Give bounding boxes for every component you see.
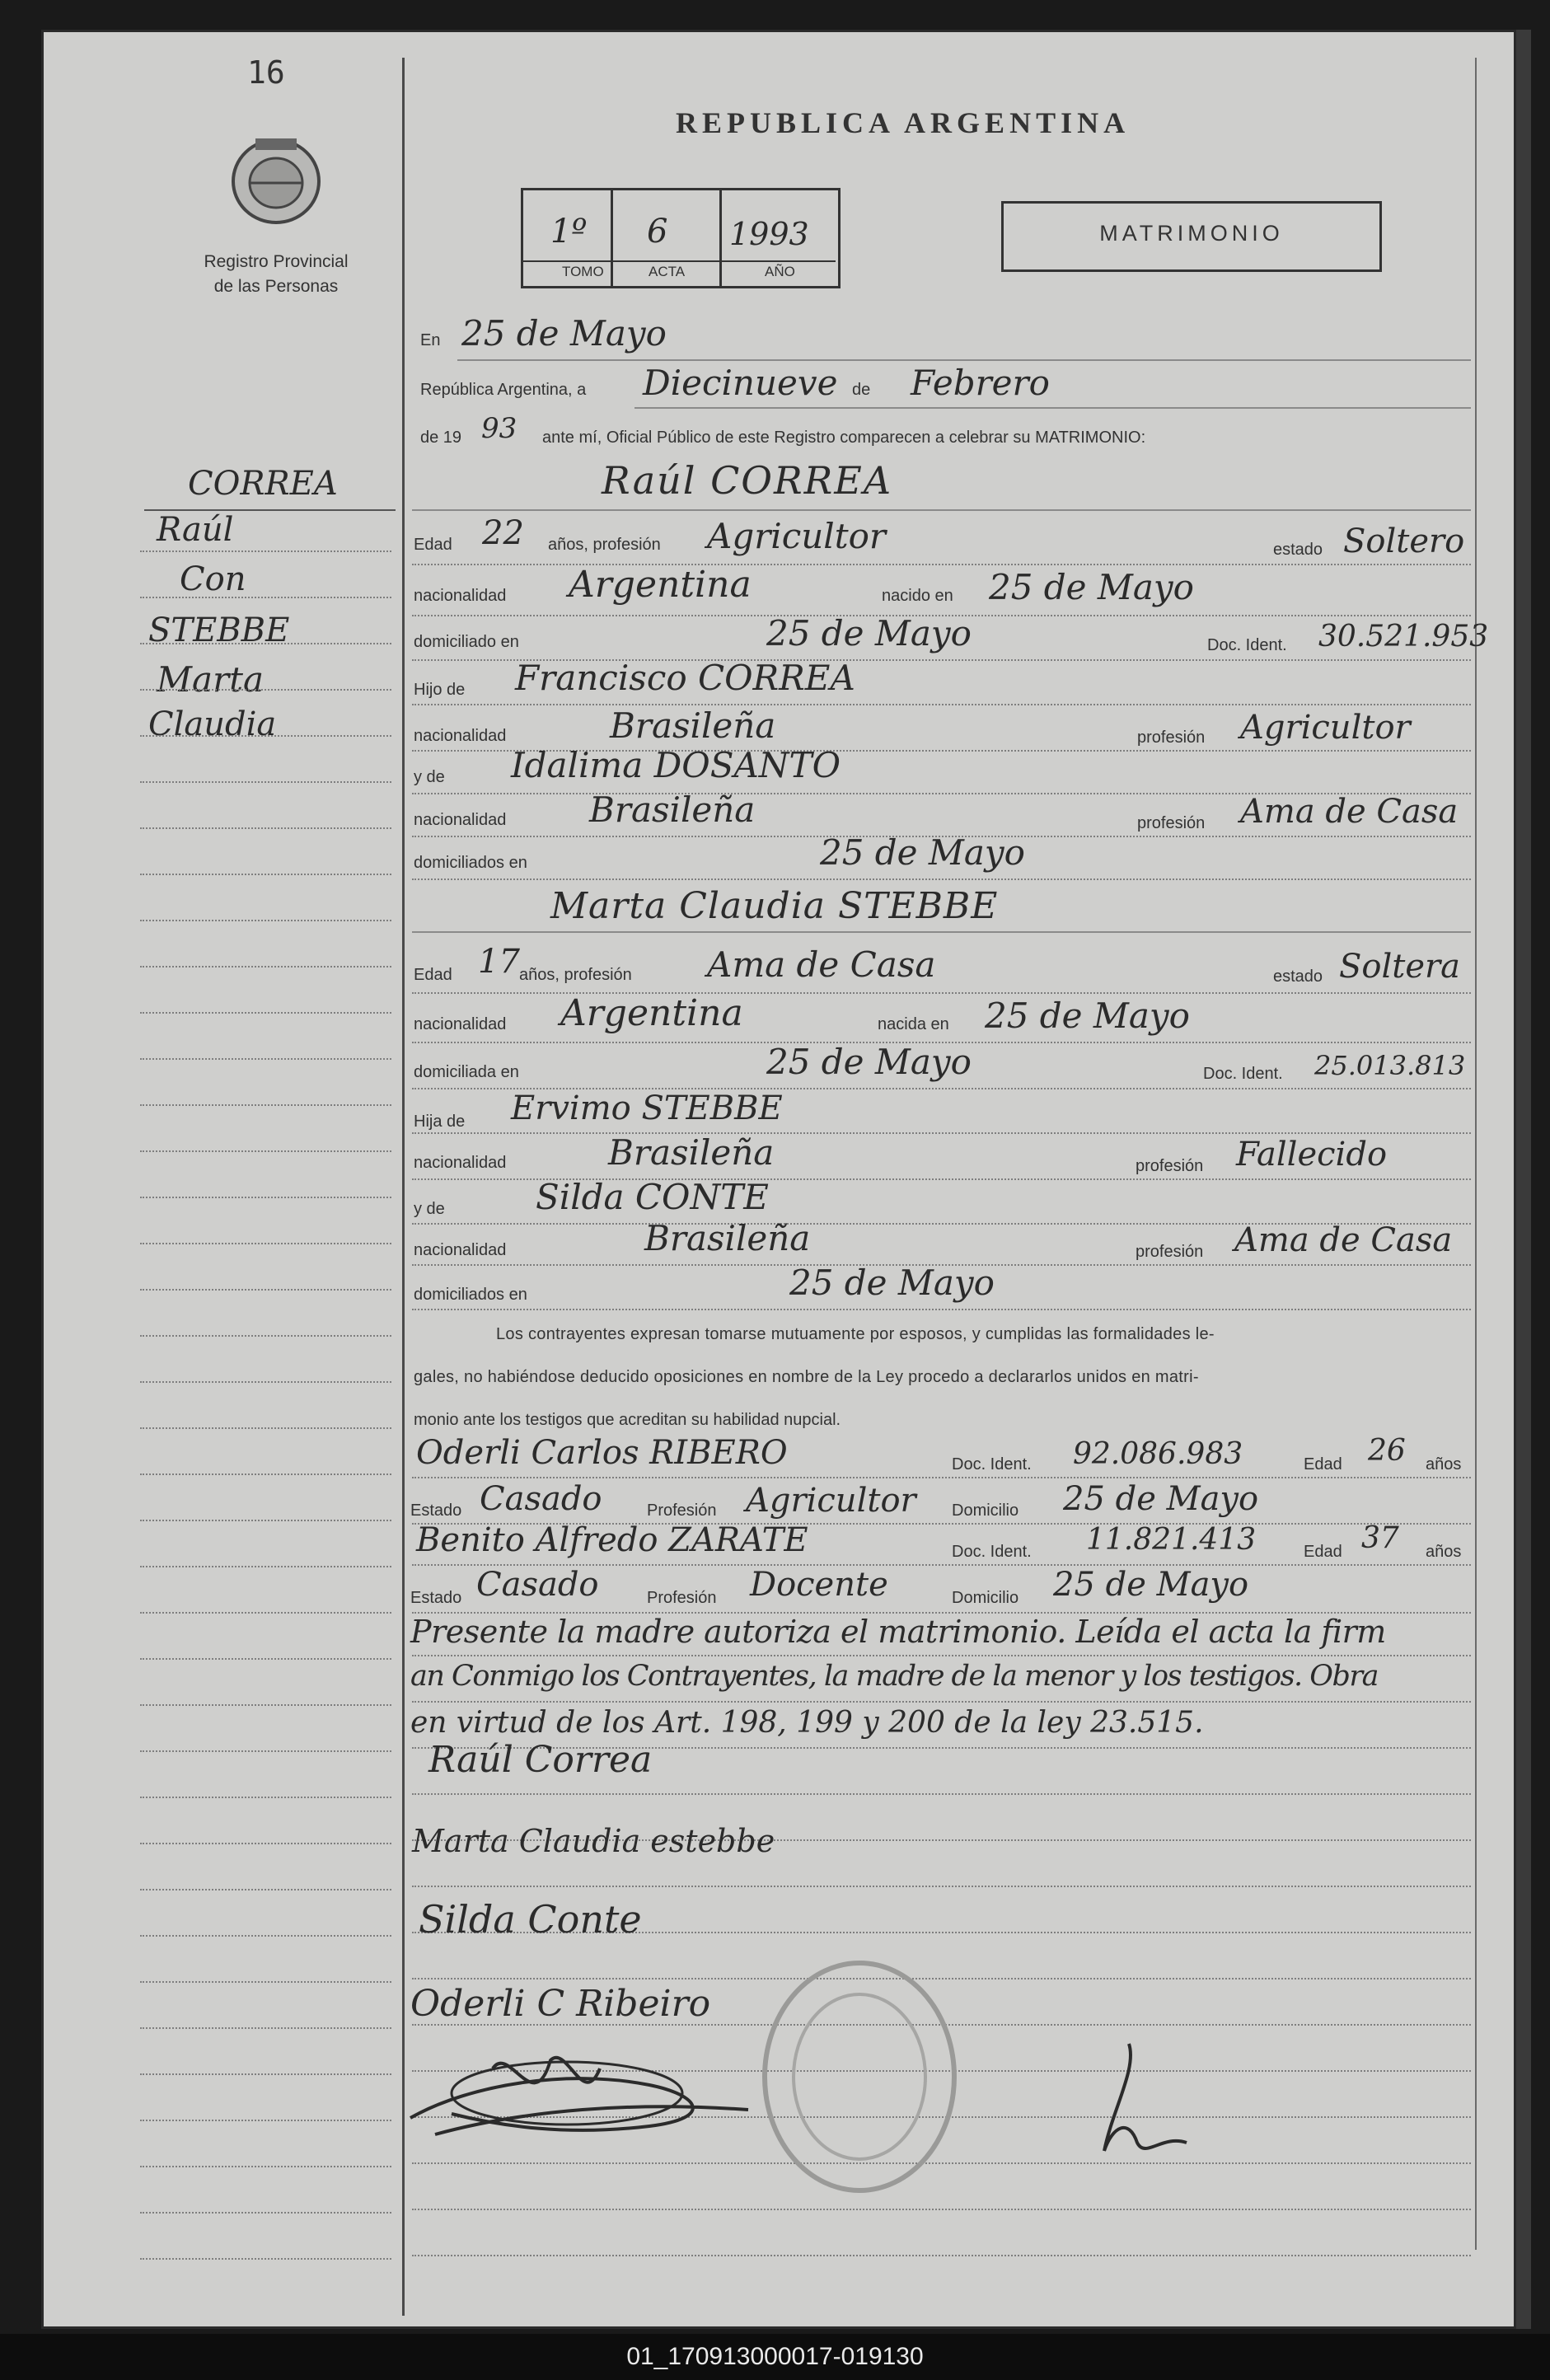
left-dotted-line — [140, 1150, 391, 1152]
witness-2-estado-label: Estado — [410, 1589, 462, 1607]
witness-1-dom-label: Domicilio — [952, 1502, 1019, 1520]
bride-doc-label: Doc. Ident. — [1203, 1065, 1283, 1083]
left-dotted-line — [140, 1658, 391, 1660]
anio-label: AÑO — [765, 264, 795, 279]
groom-padre-nac-label: nacionalidad — [414, 727, 507, 745]
de-label: de — [852, 381, 871, 399]
witness-2-edad-label: Edad — [1304, 1543, 1342, 1561]
left-dotted-line — [140, 1243, 391, 1244]
left-dotted-line — [140, 874, 391, 875]
note-line-1-rule — [412, 1655, 1471, 1656]
registry-line-2: de las Personas — [213, 277, 339, 296]
left-dotted-line — [140, 1058, 391, 1060]
registry-line-1: Registro Provincial — [204, 252, 349, 271]
bride-dom-label: domiciliada en — [414, 1063, 519, 1081]
witness-1-estado-label: Estado — [410, 1502, 462, 1520]
coat-of-arms-icon — [222, 124, 330, 231]
bride-padres-dom: 25 de Mayo — [789, 1263, 995, 1303]
signature-officer-scribble — [1079, 2036, 1211, 2167]
groom-profesion: Agricultor — [707, 516, 886, 556]
bride-name: Marta Claudia STEBBE — [550, 885, 999, 927]
witness-1-doc-label: Doc. Ident. — [952, 1455, 1032, 1473]
witness-2-domicilio: 25 de Mayo — [1053, 1566, 1249, 1604]
rep-label: República Argentina, a — [420, 381, 587, 399]
bride-edad: 17 — [478, 943, 520, 981]
groom-nacionalidad: Argentina — [569, 564, 752, 606]
bride-padre-prof-label: profesión — [1136, 1157, 1204, 1175]
signature-witness-2-scribble — [402, 2036, 765, 2151]
left-dotted-line — [140, 1427, 391, 1429]
file-caption: 01_170913000017-019130 — [0, 2334, 1550, 2380]
witness-1-prof-label: Profesión — [647, 1502, 717, 1520]
left-dotted-line — [140, 966, 391, 967]
groom-padre-nac: Brasileña — [610, 705, 776, 746]
left-dotted-line — [140, 1935, 391, 1937]
left-dotted-line — [140, 920, 391, 921]
bride-madre: Silda CONTE — [536, 1177, 769, 1217]
witness-2-estado: Casado — [476, 1566, 599, 1604]
groom-domicilio: 25 de Mayo — [766, 613, 972, 654]
witness-1-estado: Casado — [480, 1480, 602, 1518]
intro-place: 25 de Mayo — [461, 313, 667, 354]
left-dotted-line — [140, 2258, 391, 2260]
groom-doms-rule — [412, 878, 1471, 880]
witness-1-domicilio: 25 de Mayo — [1063, 1480, 1259, 1518]
page-number: 16 — [247, 54, 285, 91]
groom-anos-prof-label: años, profesión — [548, 536, 661, 554]
left-dotted-line — [140, 1289, 391, 1291]
bride-doc: 25.013.813 — [1314, 1050, 1466, 1081]
left-dotted-line — [140, 597, 391, 598]
ceremony-line-2: gales, no habiéndose deducido oposiciones en nombre de la Ley procedo a declararlos unidos en matri- — [414, 1368, 1199, 1386]
bride-nacionalidad: Argentina — [560, 992, 743, 1034]
signature-groom: Raúl Correa — [428, 1739, 653, 1781]
left-dotted-line — [140, 2166, 391, 2167]
left-dotted-line — [140, 550, 391, 552]
groom-doc-label: Doc. Ident. — [1207, 636, 1287, 654]
groom-madre-nac: Brasileña — [589, 789, 756, 830]
book-spine — [1516, 30, 1531, 2329]
bride-madre-prof: Ama de Casa — [1234, 1221, 1453, 1259]
left-dotted-line — [140, 1981, 391, 1983]
note-line-2: an Conmigo los Contrayentes, la madre de la menor y los testigos. Obra — [410, 1660, 1378, 1693]
bride-anos-prof-label: años, profesión — [519, 966, 632, 984]
note-line-3: en virtud de los Art. 198, 199 y 200 de la ley 23.515. — [410, 1706, 1204, 1740]
witness-1-edad-label: Edad — [1304, 1455, 1342, 1473]
appear-text: ante mí, Oficial Público de este Registro comparecen a celebrar su MATRIMONIO: — [542, 429, 1146, 447]
left-dotted-line — [140, 1750, 391, 1752]
intro-day: Diecinueve — [643, 363, 838, 403]
groom-doc: 30.521.953 — [1318, 620, 1489, 654]
left-dotted-line — [140, 1797, 391, 1798]
groom-nacido-label: nacido en — [882, 587, 953, 605]
witness-2-profesion: Docente — [750, 1566, 888, 1604]
left-dotted-line — [140, 2073, 391, 2075]
record-divider-2 — [719, 190, 722, 286]
groom-padres-dom: 25 de Mayo — [820, 832, 1025, 873]
de19-label: de 19 — [420, 429, 462, 447]
bride-doms-rule — [412, 1309, 1471, 1310]
left-dotted-line — [140, 1197, 391, 1198]
bride-estado-label: estado — [1273, 967, 1323, 986]
left-dotted-line — [140, 1520, 391, 1521]
groom-name: Raúl CORREA — [602, 458, 893, 503]
left-dotted-line — [140, 827, 391, 829]
left-dotted-line — [140, 1704, 391, 1706]
bride-profesion: Ama de Casa — [707, 944, 936, 985]
signature-dotted-line — [412, 2255, 1471, 2256]
left-dotted-line — [140, 2027, 391, 2029]
groom-padre: Francisco CORREA — [515, 658, 855, 698]
left-dotted-line — [140, 1012, 391, 1014]
bride-yde-label: y de — [414, 1200, 445, 1218]
groom-dom-label: domiciliado en — [414, 633, 519, 651]
bride-nac-label: nacionalidad — [414, 1015, 507, 1033]
bride-padre-prof: Fallecido — [1236, 1136, 1388, 1174]
bride-name-rule — [412, 931, 1471, 933]
tomo-label: TOMO — [562, 264, 604, 279]
note-line-2-rule — [412, 1701, 1471, 1703]
bride-padre-nac: Brasileña — [608, 1132, 775, 1173]
left-dotted-line — [140, 1381, 391, 1383]
bride-doms-label: domiciliados en — [414, 1286, 527, 1304]
ceremony-line-3: monio ante los testigos que acreditan su habilidad nupcial. — [414, 1411, 841, 1429]
intro-date-rule — [635, 407, 1471, 409]
left-column-rule — [402, 58, 405, 2316]
signature-dotted-line — [412, 1886, 1471, 1887]
record-divider-1 — [611, 190, 613, 286]
left-dotted-line — [140, 781, 391, 783]
bride-madre-prof-label: profesión — [1136, 1243, 1204, 1261]
intro-month: Febrero — [911, 363, 1050, 403]
margin-con: Con — [180, 560, 246, 598]
witness-1-edad: 26 — [1368, 1434, 1406, 1468]
groom-madre-nac-label: nacionalidad — [414, 811, 507, 829]
bride-padre-nac-label: nacionalidad — [414, 1154, 507, 1172]
left-dotted-line — [140, 1335, 391, 1337]
record-label-rule — [523, 260, 836, 262]
signature-dotted-line — [412, 1793, 1471, 1795]
acta-value: 6 — [647, 213, 668, 251]
groom-doms-label: domiciliados en — [414, 854, 527, 872]
left-dotted-line — [140, 689, 391, 691]
bride-hija-label: Hija de — [414, 1113, 466, 1131]
witness-1-anos-label: años — [1426, 1455, 1462, 1473]
groom-madre-prof: Ama de Casa — [1240, 793, 1459, 831]
official-stamp — [756, 1953, 962, 2200]
witness-2-doc-label: Doc. Ident. — [952, 1543, 1032, 1561]
document-title: REPUBLICA ARGENTINA — [676, 106, 1131, 139]
groom-nacido-en: 25 de Mayo — [989, 567, 1194, 607]
left-dotted-line — [140, 1889, 391, 1890]
groom-madre: Idalima DOSANTO — [511, 745, 841, 785]
margin-given-2a: Marta — [157, 659, 265, 700]
witness-2-edad: 37 — [1361, 1521, 1399, 1555]
margin-given-1: Raúl — [157, 511, 234, 549]
witness-2-prof-label: Profesión — [647, 1589, 717, 1607]
ceremony-line-1: Los contrayentes expresan tomarse mutuamente por esposos, y cumplidas las formalidades le- — [496, 1325, 1215, 1343]
witness-2-dom-label: Domicilio — [952, 1589, 1019, 1607]
groom-estado-label: estado — [1273, 541, 1323, 559]
bride-edad-label: Edad — [414, 966, 452, 984]
left-dotted-line — [140, 1612, 391, 1614]
act-type: MATRIMONIO — [1099, 221, 1284, 246]
bride-madre-nac-label: nacionalidad — [414, 1241, 507, 1259]
left-dotted-line — [140, 1473, 391, 1475]
left-dotted-line — [140, 1843, 391, 1844]
groom-name-rule — [412, 509, 1471, 511]
left-dotted-line — [140, 2212, 391, 2214]
margin-surname-2: STEBBE — [148, 611, 290, 649]
bride-estado: Soltera — [1339, 948, 1460, 986]
groom-padre-prof: Agricultor — [1240, 709, 1411, 747]
signature-bride: Marta Claudia estebbe — [412, 1823, 775, 1859]
margin-given-2b: Claudia — [148, 705, 277, 743]
groom-padre-prof-label: profesión — [1137, 729, 1206, 747]
acta-label: ACTA — [649, 264, 686, 279]
witness-1-profesion: Agricultor — [746, 1482, 916, 1520]
left-dotted-line — [140, 1566, 391, 1567]
left-dotted-line — [140, 735, 391, 737]
witness-1-name: Oderli Carlos RIBERO — [416, 1434, 788, 1472]
groom-estado: Soltero — [1343, 522, 1465, 560]
groom-edad: 22 — [482, 514, 524, 552]
bride-domicilio: 25 de Mayo — [766, 1042, 972, 1082]
left-dotted-line — [140, 1104, 391, 1106]
anio-value: 1993 — [729, 216, 809, 252]
left-dotted-line — [140, 643, 391, 644]
left-dotted-line — [140, 2120, 391, 2121]
tomo-value: 1º — [550, 213, 588, 251]
witness-1-doc: 92.086.983 — [1073, 1437, 1243, 1471]
intro-place-rule — [457, 359, 1471, 361]
groom-madre-prof-label: profesión — [1137, 814, 1206, 832]
margin-surname-1: CORREA — [188, 465, 338, 503]
intro-year: 93 — [481, 412, 517, 445]
bride-nacida-en: 25 de Mayo — [985, 996, 1190, 1036]
groom-nac-label: nacionalidad — [414, 587, 507, 605]
groom-hijo-label: Hijo de — [414, 681, 466, 699]
witness-2-anos-label: años — [1426, 1543, 1462, 1561]
bride-padre-rule — [412, 1132, 1471, 1134]
groom-edad-label: Edad — [414, 536, 452, 554]
witness-1-rule — [412, 1477, 1471, 1478]
witness-2-doc: 11.821.413 — [1086, 1523, 1257, 1557]
right-margin-rule — [1475, 58, 1477, 2250]
witness-2-name: Benito Alfredo ZARATE — [416, 1521, 808, 1559]
bride-padre: Ervimo STEBBE — [511, 1089, 783, 1127]
en-label: En — [420, 331, 441, 349]
signature-dotted-line — [412, 2209, 1471, 2210]
note-line-1: Presente la madre autoriza el matrimonio. Leída el acta la firm — [410, 1614, 1386, 1650]
bride-nacida-label: nacida en — [878, 1015, 949, 1033]
bride-madre-nac: Brasileña — [644, 1218, 811, 1258]
groom-yde-label: y de — [414, 768, 445, 786]
groom-padre-rule — [412, 704, 1471, 705]
signature-witness-1: Oderli C Ribeiro — [410, 1983, 711, 2025]
signature-mother: Silda Conte — [419, 1897, 642, 1942]
